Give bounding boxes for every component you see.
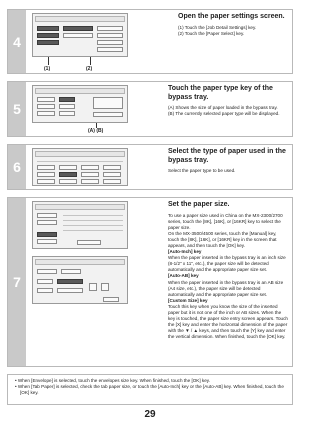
step-7 [7,197,293,367]
x-value [57,279,83,284]
step-title: Touch the paper type key of the bypass tray. [168,85,273,101]
x-key [37,279,53,284]
step-number: 4 [8,10,26,73]
up-arrow-key [101,283,109,291]
step-number: 5 [8,82,26,136]
tray-key [59,104,75,109]
callout-1: (1) [44,66,51,72]
screen-key [97,40,123,45]
paper-type-key [37,172,55,177]
screen-key [37,220,57,225]
step-number: 6 [8,145,26,189]
step-item: (A) Shows the size of paper loaded in the bypass tray. [168,105,278,110]
callout-line [90,57,91,65]
divider [37,161,123,162]
screen-key [97,33,123,38]
step-paragraph: Touch this key when you know the size of the inserted paper but it is not one of the inch or AB sizes. When the key is touched, the paper size entry screen appears. Touch the [X] key and enter the horizontal dimension of the paper with the ▼ / ▲ keys, and then touch the [Y] key and enter the vertical dimension. When finished, touch the [OK] key. [168,303,288,340]
step-text [168,148,288,174]
step-item: Select the paper type to be used. [168,168,236,173]
screen-key [97,26,123,31]
screen-title-bar [35,259,125,265]
tray-key [37,111,55,116]
paper-type-key [81,179,99,184]
size-list-line [63,220,123,221]
note-text: When [Tab Paper] is selected, check the tab paper size, or touch the [Auto-Inch] key or the [Auto-AB] key. When finished, touch the [OK] key. [17,384,284,396]
step-item: (1) Touch the [Job Detail Settings] key. [178,24,257,30]
screen-key [37,40,59,45]
screen-title-bar [35,204,125,210]
y-key [37,288,53,293]
step-5 [7,81,293,137]
screen-title-bar [35,16,125,22]
note-text: When [Envelope] is selected, touch the envelopes size key. When finished, touch the [OK] key. [17,378,210,383]
size-list-line [63,230,123,231]
step-paragraph: On the MX-3500/4500 series, touch the [Manual] key, touch the [8K], [16K], or [16KR] key in the screen that appears, and then touch the [OK] key. [168,230,277,248]
step-title: Set the paper size. [168,201,230,208]
step-title: Select the type of paper used in the bypass tray. [168,148,286,164]
screenshot-paper-select [32,85,128,123]
step-item: (B) The currently selected paper type will be displayed. [168,111,280,117]
screenshot-bypass-type [32,148,128,186]
paper-type-key [37,165,55,170]
ok-key [103,297,119,302]
tray-key [93,112,123,117]
screen-key [61,269,81,274]
step-item: (2) Touch the [Paper Select] key. [178,30,245,36]
callout-2: (2) [86,66,93,72]
notes-box [7,374,293,405]
tray-key [37,97,55,102]
auto-inch-key [37,232,57,237]
callout-line [48,57,49,65]
paper-type-key [103,172,121,177]
paper-type-key [59,165,77,170]
page-number: 29 [144,409,156,420]
paper-type-key [59,179,77,184]
paragraph-head: [Custom Size] key [168,297,208,303]
tray-key [59,97,75,102]
tray-key [37,104,55,109]
paragraph-head: [Auto-Inch] key [168,249,202,255]
paper-type-key [37,179,55,184]
paper-select-key [63,33,93,38]
screenshot-copy-screen [32,13,128,57]
size-list-line [63,215,123,216]
step-number: 7 [8,198,26,366]
paper-type-key [81,172,99,177]
down-arrow-key [89,283,97,291]
size-list-line [63,225,123,226]
custom-size-key [77,240,101,245]
paper-type-key [59,172,77,177]
screen-title-bar [35,88,125,94]
paragraph-head: [Auto-AB] key [168,273,199,279]
step-text [168,201,288,340]
screen-key [37,269,57,274]
screen-key [63,26,93,31]
paper-type-key [103,179,121,184]
job-detail-settings-key [37,33,59,38]
tray-key [59,111,75,116]
screen-key [97,47,123,52]
screen-key [37,213,57,218]
screenshot-custom-size [32,256,128,304]
step-paragraph: When the paper inserted in the bypass tray is an AB size (A4 size, etc.), the paper size will be detected automatically and the appropriate paper size set. [168,279,284,297]
step-text [178,13,288,37]
step-6 [7,144,293,190]
note-item: • When [Envelope] is selected, touch the envelopes size key. When finished, touch the [OK] key. [15,378,210,383]
screen-title-bar [35,151,125,157]
step-paragraph: When the paper inserted in the bypass tray is an inch size (8-1/2" x 11", etc.), the paper size will be detected automatically and the appropriate paper size set. [168,255,286,273]
bypass-tray-type-key [93,97,123,109]
paper-type-key [81,165,99,170]
step-text [168,85,288,117]
y-value [57,288,83,293]
note-item: • When [Tab Paper] is selected, check the tab paper size, or touch the [Auto-Inch] key or the [Auto-AB] key. When finished, touch the [OK] key. [15,384,284,396]
step-title: Open the paper settings screen. [178,13,285,20]
auto-ab-key [37,239,57,244]
step-paragraph: To use a paper size used in China on the MX-2300/2700 series, touch the [8K], [16K], or [16KR] key to select the paper size. [168,212,283,230]
callout-a-b: (A) (B) [88,128,104,134]
screen-key [37,26,59,31]
screenshot-size-setting [32,201,128,249]
step-4 [7,9,293,74]
paper-type-key [103,165,121,170]
